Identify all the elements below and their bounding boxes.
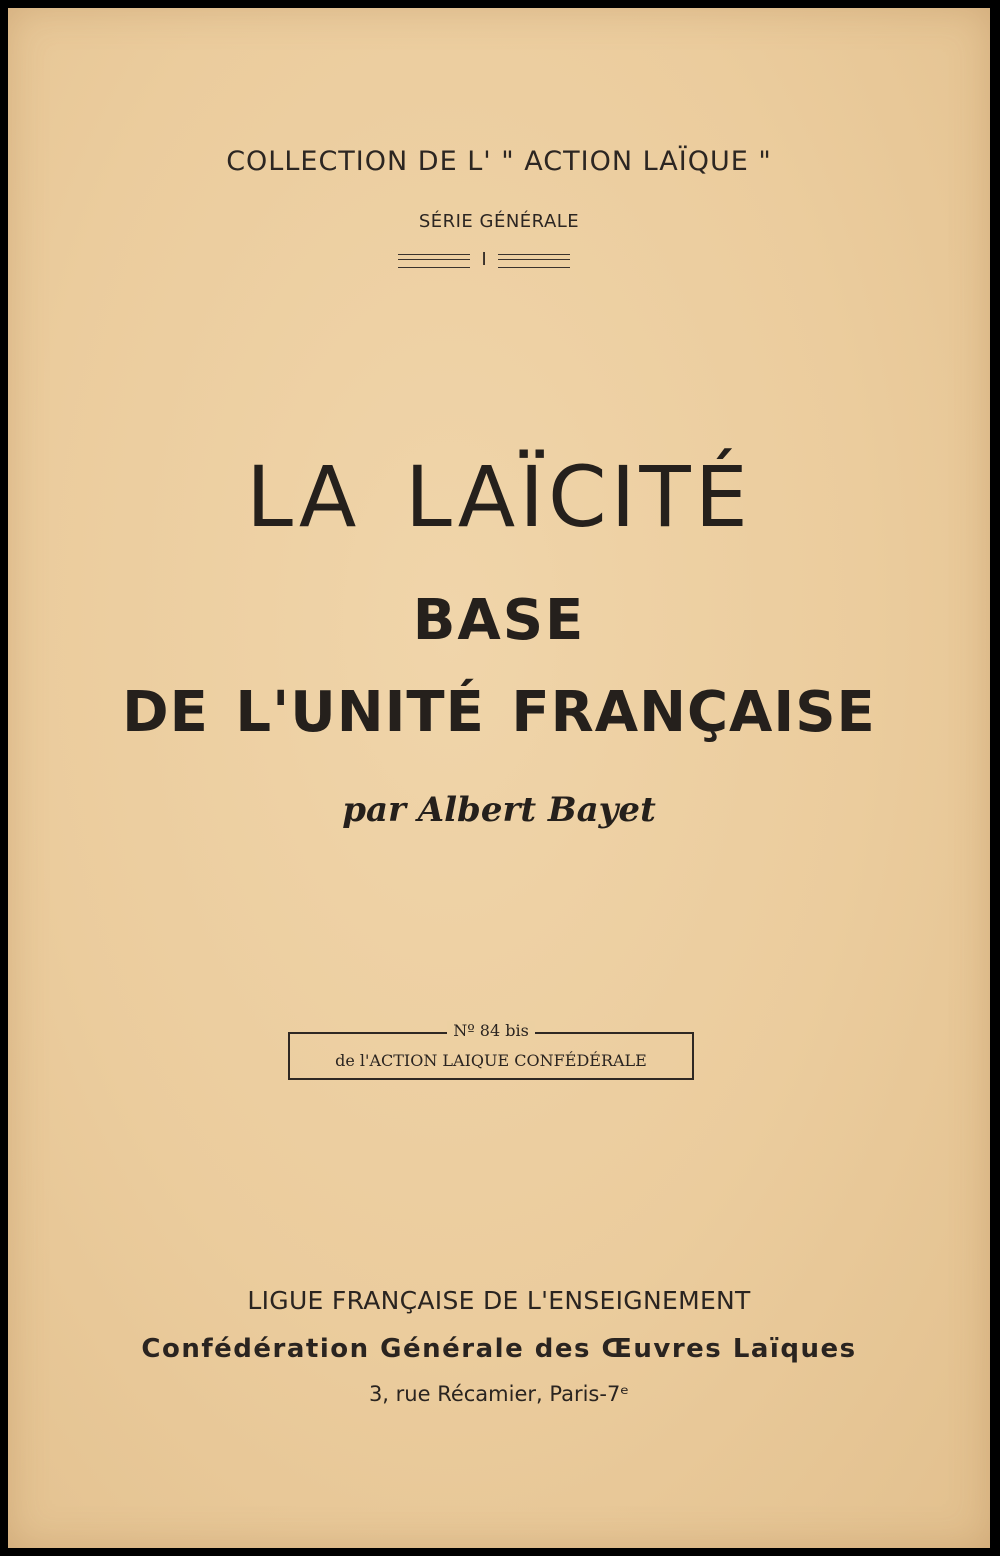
- ornament-rule-left: [398, 254, 470, 268]
- edition-number-wrap: [290, 1021, 692, 1041]
- publisher-address: 3, rue Récamier, Paris-7ᵉ: [368, 1382, 630, 1406]
- edition-box: [288, 1021, 694, 1080]
- title-line-2: BASE: [412, 588, 586, 653]
- series-number: I: [481, 249, 487, 270]
- edition-source: de l'ACTION LAIQUE CONFÉDÉRALE: [335, 1051, 647, 1070]
- series-label: SÉRIE GÉNÉRALE: [418, 211, 580, 232]
- title-line-3: DE L'UNITÉ FRANÇAISE: [122, 680, 876, 745]
- edition-number: Nº 84 bis: [447, 1021, 535, 1040]
- title-line-1: LA LAÏCITÉ: [246, 448, 752, 546]
- series-number-ornament: [398, 249, 570, 272]
- collection-heading: COLLECTION DE L' " ACTION LAÏQUE ": [226, 146, 772, 177]
- author-byline: par Albert Bayet: [342, 790, 656, 830]
- ornament-rule-right: [498, 254, 570, 268]
- pamphlet-cover: [8, 8, 990, 1548]
- publisher-confederation: Confédération Générale des Œuvres Laïques: [141, 1334, 857, 1364]
- publisher-league: LIGUE FRANÇAISE DE L'ENSEIGNEMENT: [247, 1286, 751, 1315]
